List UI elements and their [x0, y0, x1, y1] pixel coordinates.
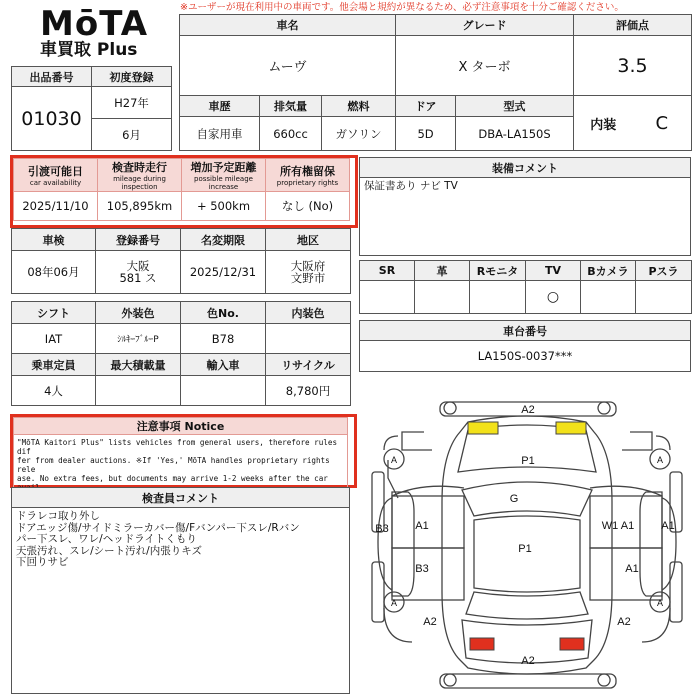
opt-pslide-value [636, 281, 692, 314]
comment-line: 下回りサビ [16, 556, 69, 568]
equipment-table [359, 157, 691, 256]
shift-value: IAT [12, 324, 96, 354]
door-value: 5D [396, 117, 456, 151]
name-change-header: 名変期限 [181, 229, 266, 251]
comment-line: 天張汚れ、スレ/シート汚れ/内張りキズ [16, 544, 202, 557]
options-table [359, 260, 692, 314]
displacement-value: 660cc [260, 117, 322, 151]
opt-bcamera: Bカメラ [581, 261, 636, 281]
recycle-value: 8,780円 [266, 376, 351, 406]
mileage-header: 検査時走行 [112, 161, 167, 174]
rights-value: なし (No) [266, 192, 350, 221]
opt-sr-value [360, 281, 415, 314]
model-value: DBA-LA150S [456, 117, 574, 151]
name-change-value: 2025/12/31 [181, 251, 266, 294]
mark-l-rear-fender: A2 [423, 616, 437, 628]
district-header: 地区 [266, 229, 351, 251]
notice-line: "MōTA Kaitori Plus" lists vehicles from general users, therefore rules dif [17, 438, 338, 456]
fuel-value: ガソリン [322, 117, 396, 151]
opt-rmonitor-value [470, 281, 526, 314]
mota-logo: MōTA [40, 4, 149, 44]
availability-date: 2025/11/10 [14, 192, 98, 221]
mark-r-front-door: W1 A1 [601, 520, 635, 532]
grade-header: グレード [396, 15, 574, 36]
increase-header: 増加予定距離 [190, 161, 257, 174]
opt-leather-value [415, 281, 470, 314]
car-name-header: 車名 [180, 15, 396, 36]
inspection-table [11, 228, 351, 294]
mileage-value: 105,895km [98, 192, 182, 221]
chassis-table [359, 320, 691, 372]
chassis-header: 車台番号 [360, 321, 691, 341]
displacement-header: 排気量 [260, 96, 322, 117]
mark-bonnet: P1 [521, 455, 535, 467]
increase-value: + 500km [182, 192, 266, 221]
opt-bcamera-value [581, 281, 636, 314]
car-damage-diagram [362, 392, 692, 698]
capacity-value: 4人 [12, 376, 96, 406]
mark-l-front-fender: B3 [375, 523, 389, 535]
opt-pslide: Pスラ [636, 261, 692, 281]
comment-line: ドラレコ取り外し [16, 510, 100, 522]
top-warning: ※ユーザーが現在利用中の車両です。他会場と規約が異なるため、必ず注意事項を十分ご確認ください。 [180, 2, 624, 13]
ext-color-value: ｼﾙｷｰﾌﾞﾙｰP [96, 324, 181, 354]
opt-sr: SR [360, 261, 415, 281]
model-header: 型式 [456, 96, 574, 117]
headlights [468, 422, 586, 434]
notice-line: ase. No extra fees, but documents may arrive 1-2 weeks after the car [17, 474, 328, 483]
reg-number-code: 581 ス [119, 271, 157, 285]
grade-value: X ターボ [396, 36, 574, 96]
reg-number-area: 大阪 [126, 259, 150, 273]
equipment-header: 装備コメント [360, 158, 691, 178]
shift-header: シフト [12, 302, 96, 324]
comment-line: ドアエッジ傷/サイドミラーカバー傷/Fバンパー下スレ/Rバン [16, 521, 300, 534]
mark-wheel-rr: A [656, 598, 664, 608]
availability-table [13, 158, 350, 221]
inspector-comment-table [11, 487, 350, 694]
ext-color-header: 外装色 [96, 302, 181, 324]
headlight-right [556, 422, 586, 434]
shaken-header: 車検 [12, 229, 96, 251]
headlight-left [468, 422, 498, 434]
import-value [181, 376, 266, 406]
notice-header: 注意事項 Notice [14, 418, 348, 435]
opt-tv: TV [526, 261, 581, 281]
recycle-header: リサイクル [266, 354, 351, 376]
mark-r-front-fender: A1 [661, 520, 675, 532]
taillights [470, 638, 584, 650]
car-name: ムーヴ [180, 36, 396, 96]
mark-l-front-door: A1 [415, 520, 429, 532]
rights-header: 所有権留保 [280, 165, 335, 178]
mark-l-rear-door: B3 [415, 563, 429, 575]
int-color-value [266, 324, 351, 354]
increase-header-en: possible mileage increase [194, 175, 253, 191]
notice-line: fer from dealer auctions. ※If 'Yes,' MōTA handles proprietary rights rele [17, 456, 330, 474]
lot-header: 出品番号 [12, 67, 92, 87]
shaken-value: 08年06月 [12, 251, 96, 294]
car-info-table [179, 14, 692, 151]
taillight-right [560, 638, 584, 650]
logo-subtitle: 車買取 Plus [40, 40, 138, 60]
mileage-header-en: mileage during inspection [113, 175, 166, 191]
mark-wheel-rl: A [390, 598, 398, 608]
interior-header: 内装 [590, 117, 617, 133]
mark-front-bumper: A2 [521, 404, 535, 416]
taillight-left [470, 638, 494, 650]
spec-table [11, 301, 351, 406]
inspector-comment-header: 検査員コメント [12, 488, 350, 508]
mark-wheel-fl: A [390, 455, 398, 465]
capacity-header: 乗車定員 [12, 354, 96, 376]
door-header: ドア [396, 96, 456, 117]
score-header: 評価点 [574, 15, 692, 36]
mark-front-glass: G [509, 493, 519, 505]
mark-roof: P1 [518, 543, 532, 555]
comment-line: パー下スレ、ワレ/ヘッドライトくもり [16, 533, 197, 545]
opt-tv-value: ○ [526, 281, 581, 314]
district-city: 文野市 [290, 271, 326, 285]
mark-wheel-fr: A [656, 455, 664, 465]
availability-header-en: car availability [29, 179, 82, 187]
inspector-comment-body [12, 508, 350, 694]
first-reg-month: 6月 [92, 119, 172, 151]
import-header: 輸入車 [181, 354, 266, 376]
opt-leather: 革 [415, 261, 470, 281]
reg-number-header: 登録番号 [96, 229, 181, 251]
int-color-header: 内装色 [266, 302, 351, 324]
rights-header-en: proprietary rights [276, 179, 339, 187]
history-header: 車歴 [180, 96, 260, 117]
fuel-header: 燃料 [322, 96, 396, 117]
max-load-header: 最大積載量 [96, 354, 181, 376]
color-no-header: 色No. [181, 302, 266, 324]
first-reg-year: H27年 [92, 87, 172, 119]
max-load-value [96, 376, 181, 406]
opt-rmonitor: Rモニタ [470, 261, 526, 281]
lot-table [11, 66, 172, 151]
mark-r-rear-fender: A2 [617, 616, 631, 628]
color-no-value: B78 [181, 324, 266, 354]
equipment-text: 保証書あり ナビ TV [360, 178, 691, 256]
history-value: 自家用車 [180, 117, 260, 151]
score-value: 3.5 [574, 36, 692, 96]
lot-number: 01030 [12, 87, 92, 151]
district-pref: 大阪府 [290, 259, 326, 273]
availability-header: 引渡可能日 [28, 165, 83, 178]
chassis-number: LA150S-0037*** [360, 341, 691, 372]
first-reg-header: 初度登録 [92, 67, 172, 87]
interior-value: C [655, 112, 669, 134]
mark-r-rear-door: A1 [625, 563, 639, 575]
mark-rear-bumper: A2 [521, 655, 535, 667]
